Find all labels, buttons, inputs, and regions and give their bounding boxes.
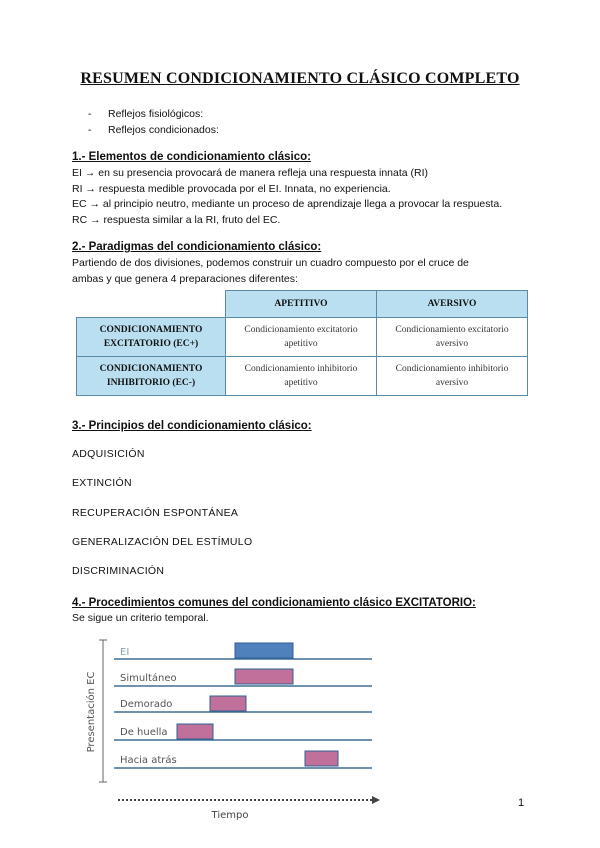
col-header-aversivo: AVERSIVO	[377, 291, 528, 318]
principle-item: ADQUISICIÓN	[72, 448, 145, 460]
ec-bar-hacia-atras	[305, 751, 338, 766]
y-axis-label: Presentación EC	[86, 671, 97, 753]
bullet-item: - Reflejos condicionados:	[88, 122, 219, 138]
page-title: RESUMEN CONDICIONAMIENTO CLÁSICO COMPLETO	[80, 70, 520, 87]
col-header-apetitivo: APETITIVO	[226, 291, 377, 318]
definition-line: EI → en su presencia provocará de manera refleja una respuesta innata (RI)	[72, 167, 429, 179]
row-label-de-huella: De huella	[120, 727, 168, 738]
bullet-list	[88, 106, 219, 138]
ec-bar-demorado	[210, 696, 246, 711]
paradigm-table	[76, 290, 528, 396]
row-label-hacia-atras: Hacia atrás	[120, 755, 177, 766]
table-cell: Condicionamiento excitatorio apetitivo	[226, 318, 377, 357]
row-label-demorado: Demorado	[120, 699, 173, 710]
ec-bar-de-huella	[177, 724, 213, 739]
table-row	[77, 318, 528, 357]
principle-item: GENERALIZACIÓN DEL ESTÍMULO	[72, 536, 253, 548]
time-arrow-icon	[372, 796, 380, 804]
table-cell: Condicionamiento inhibitorio aversivo	[377, 357, 528, 396]
page-number: 1	[518, 797, 525, 809]
definition-line: RC → respuesta similar a la RI, fruto del EC.	[72, 213, 281, 226]
row-label-simultaneo: Simultáneo	[120, 673, 177, 684]
ec-bar-simultaneo	[235, 669, 293, 684]
table-row	[77, 357, 528, 396]
definition-line: EC → al principio neutro, mediante un proceso de aprendizaje llega a provocar la respuesta.	[72, 198, 503, 210]
section4-text: Se sigue un criterio temporal.	[72, 612, 209, 624]
intro-line: ambas y que genera 4 preparaciones diferentes:	[72, 272, 298, 285]
section2-heading: 2.- Paradigmas del condicionamiento clásico:	[72, 241, 322, 253]
x-axis-label: Tiempo	[211, 810, 249, 821]
intro-line: Partiendo de dos divisiones, podemos construir un cuadro compuesto por el cruce de	[72, 257, 469, 269]
section2-intro	[72, 256, 542, 287]
definition-line: RI → respuesta medible provocada por el EI. Innata, no experiencia.	[72, 182, 391, 195]
section1-heading: 1.- Elementos de condicionamiento clásico:	[72, 151, 312, 163]
timing-diagram	[80, 632, 380, 824]
ei-label: EI	[120, 647, 130, 658]
table-cell: Condicionamiento inhibitorio apetitivo	[226, 357, 377, 396]
row-header-inhibitorio: CONDICIONAMIENTO INHIBITORIO (EC-)	[77, 357, 226, 396]
principle-item: RECUPERACIÓN ESPONTÁNEA	[72, 507, 239, 519]
principle-item: DISCRIMINACIÓN	[72, 565, 165, 577]
section3-heading: 3.- Principios del condicionamiento clásico:	[72, 420, 312, 432]
table-corner	[77, 291, 226, 318]
principle-item: EXTINCIÓN	[72, 477, 132, 489]
section1-body	[72, 166, 542, 228]
table-cell: Condicionamiento excitatorio aversivo	[377, 318, 528, 357]
bullet-item: - Reflejos fisiológicos:	[88, 106, 219, 122]
section4-heading: 4.- Procedimientos comunes del condicionamiento clásico EXCITATORIO:	[72, 597, 476, 609]
row-header-excitatorio: CONDICIONAMIENTO EXCITATORIO (EC+)	[77, 318, 226, 357]
ei-bar	[235, 643, 293, 658]
